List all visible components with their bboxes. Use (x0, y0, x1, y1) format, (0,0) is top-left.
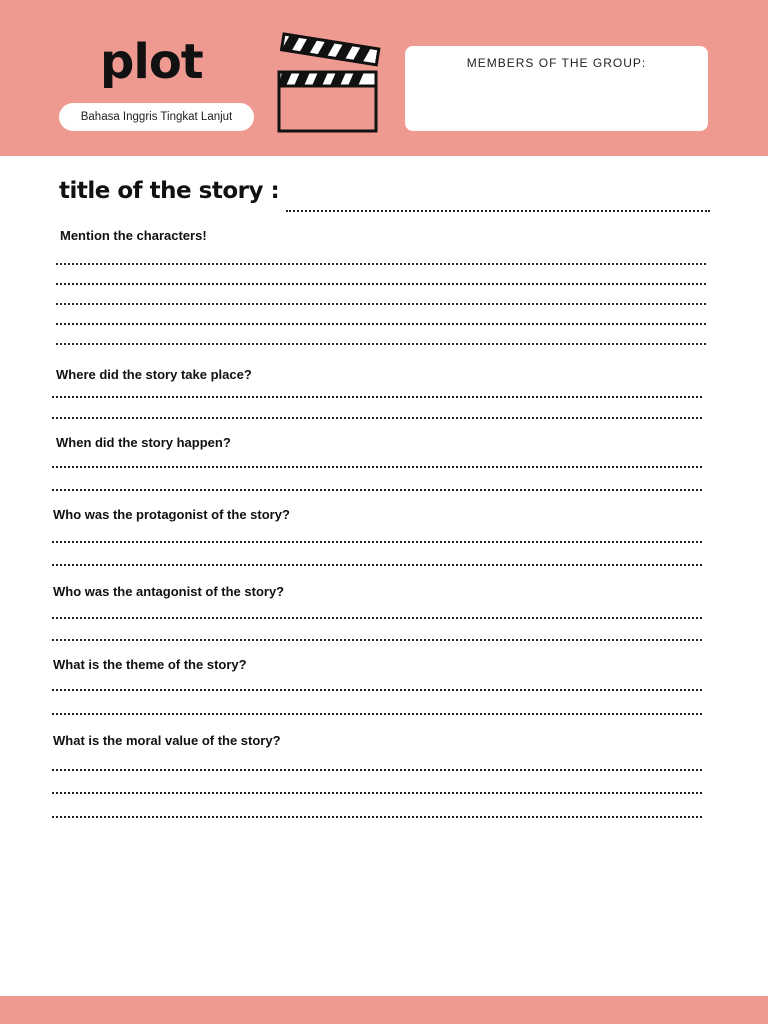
question-time: When did the story happen? (56, 435, 231, 450)
question-protagonist: Who was the protagonist of the story? (53, 507, 290, 522)
question-theme: What is the theme of the story? (53, 657, 247, 672)
answer-line[interactable] (52, 766, 702, 771)
answer-line[interactable] (56, 340, 706, 345)
question-antagonist: Who was the antagonist of the story? (53, 584, 285, 599)
logo-title: plot (100, 34, 203, 90)
answer-line[interactable] (52, 686, 702, 691)
subject-badge: Bahasa Inggris Tingkat Lanjut (59, 103, 254, 131)
answer-line[interactable] (52, 614, 702, 619)
answer-line[interactable] (52, 813, 702, 818)
question-place: Where did the story take place? (56, 367, 252, 382)
answer-line[interactable] (52, 463, 702, 468)
answer-line[interactable] (56, 300, 706, 305)
question-moral: What is the moral value of the story? (53, 733, 281, 748)
answer-line[interactable] (52, 538, 702, 543)
story-title-label: title of the story : (59, 178, 280, 204)
answer-line[interactable] (52, 561, 702, 566)
story-title-answer-line[interactable] (286, 207, 710, 212)
answer-line[interactable] (56, 320, 706, 325)
footer-band (0, 996, 768, 1024)
answer-line[interactable] (56, 260, 706, 265)
answer-line[interactable] (56, 280, 706, 285)
answer-line[interactable] (52, 393, 702, 398)
members-box[interactable] (405, 46, 708, 131)
members-label: MEMBERS OF THE GROUP: (466, 56, 647, 70)
question-characters: Mention the characters! (60, 228, 207, 243)
answer-line[interactable] (52, 789, 702, 794)
answer-line[interactable] (52, 414, 702, 419)
clapperboard-icon (276, 30, 384, 134)
answer-line[interactable] (52, 710, 702, 715)
answer-line[interactable] (52, 486, 702, 491)
answer-line[interactable] (52, 636, 702, 641)
